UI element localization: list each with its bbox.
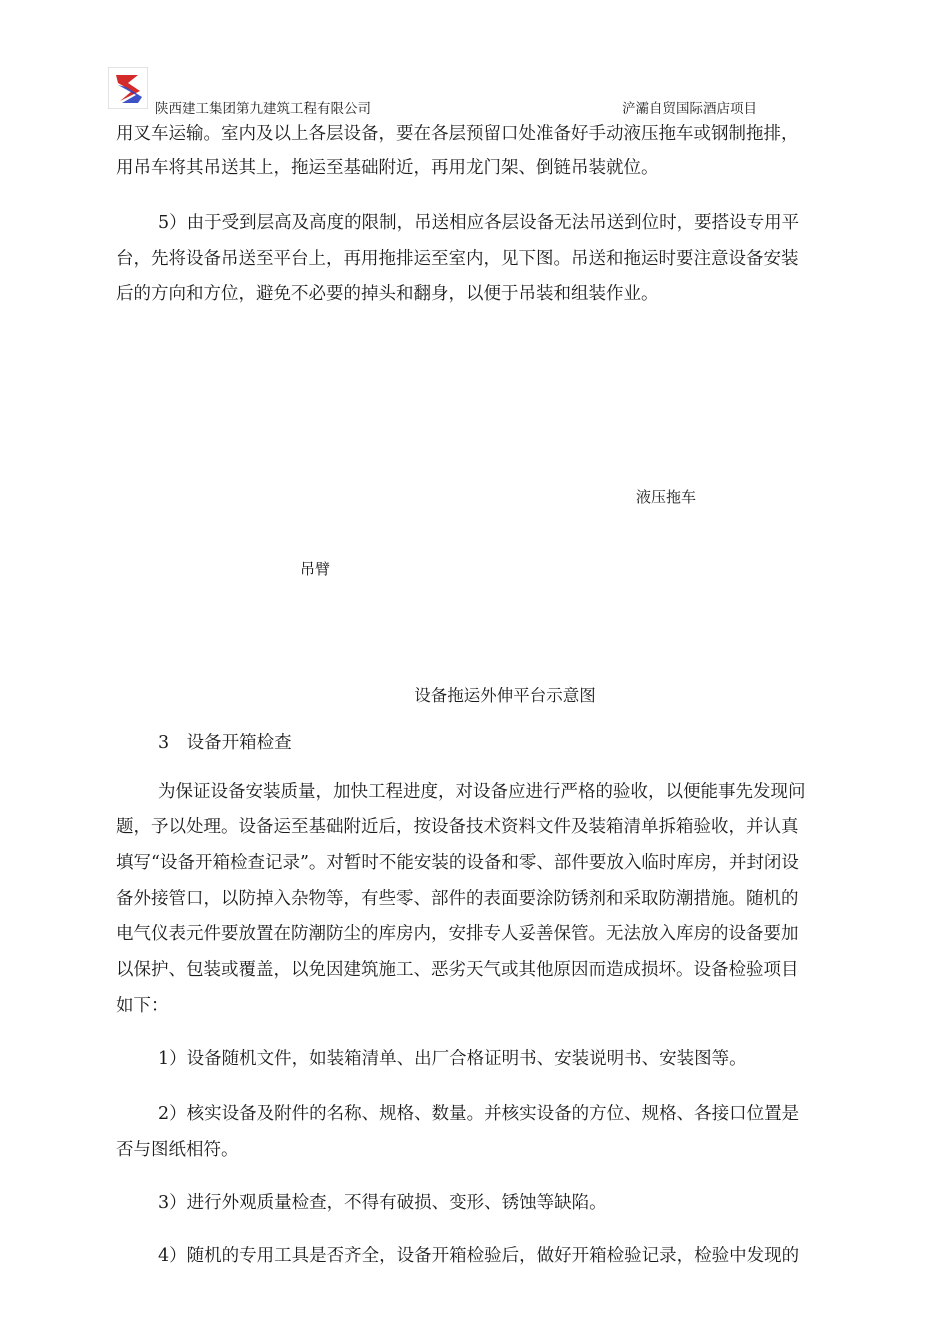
- body-line: 5）由于受到层高及高度的限制，吊送相应各层设备无法吊送到位时，要搭设专用平: [158, 213, 800, 233]
- header-project: 浐灞自贸国际酒店项目: [622, 101, 757, 117]
- list-item: 2）核实设备及附件的名称、规格、数量。并核实设备的方位、规格、各接口位置是: [158, 1104, 800, 1124]
- body-line: 题，予以处理。设备运至基础附近后，按设备技术资料文件及装箱清单拆箱验收，并认真: [116, 817, 799, 837]
- body-line: 以保护、包装或覆盖，以免因建筑施工、恶劣天气或其他原因而造成损坏。设备检验项目: [116, 960, 799, 980]
- body-line: 后的方向和方位，避免不必要的掉头和翻身，以便于吊装和组装作业。: [116, 284, 659, 304]
- body-line: 如下：: [116, 996, 169, 1016]
- figure-caption: 设备拖运外伸平台示意图: [414, 686, 596, 705]
- list-item: 3）进行外观质量检查，不得有破损、变形、锈蚀等缺陷。: [158, 1193, 607, 1213]
- body-line: 用叉车运输。室内及以上各层设备，要在各层预留口处准备好手动液压拖车或钢制拖排，: [116, 124, 799, 144]
- section-heading: 3 设备开箱检查: [158, 733, 292, 753]
- company-logo: [108, 67, 148, 109]
- body-line: 用吊车将其吊送其上，拖运至基础附近，再用龙门架、倒链吊装就位。: [116, 158, 659, 178]
- body-line: 备外接管口，以防掉入杂物等，有些零、部件的表面要涂防锈剂和采取防潮措施。随机的: [116, 889, 799, 909]
- body-line: 填写“设备开箱检查记录”。对暂时不能安装的设备和零、部件要放入临时库房，并封闭设: [116, 853, 799, 873]
- list-item: 1）设备随机文件，如装箱清单、出厂合格证明书、安装说明书、安装图等。: [158, 1049, 747, 1069]
- header-company: 陕西建工集团第九建筑工程有限公司: [155, 101, 371, 117]
- figure-label-trolley: 液压拖车: [636, 488, 697, 506]
- body-line: 台，先将设备吊送至平台上，再用拖排运至室内，见下图。吊送和拖运时要注意设备安装: [116, 249, 799, 269]
- body-line: 为保证设备安装质量，加快工程进度，对设备应进行严格的验收，以便能事先发现问: [158, 782, 806, 802]
- list-item: 否与图纸相符。: [116, 1140, 239, 1160]
- figure-label-boom: 吊臂: [300, 560, 331, 578]
- body-line: 电气仪表元件要放置在防潮防尘的库房内，安排专人妥善保管。无法放入库房的设备要加: [116, 924, 799, 944]
- list-item: 4）随机的专用工具是否齐全，设备开箱检验后，做好开箱检验记录，检验中发现的: [158, 1246, 800, 1266]
